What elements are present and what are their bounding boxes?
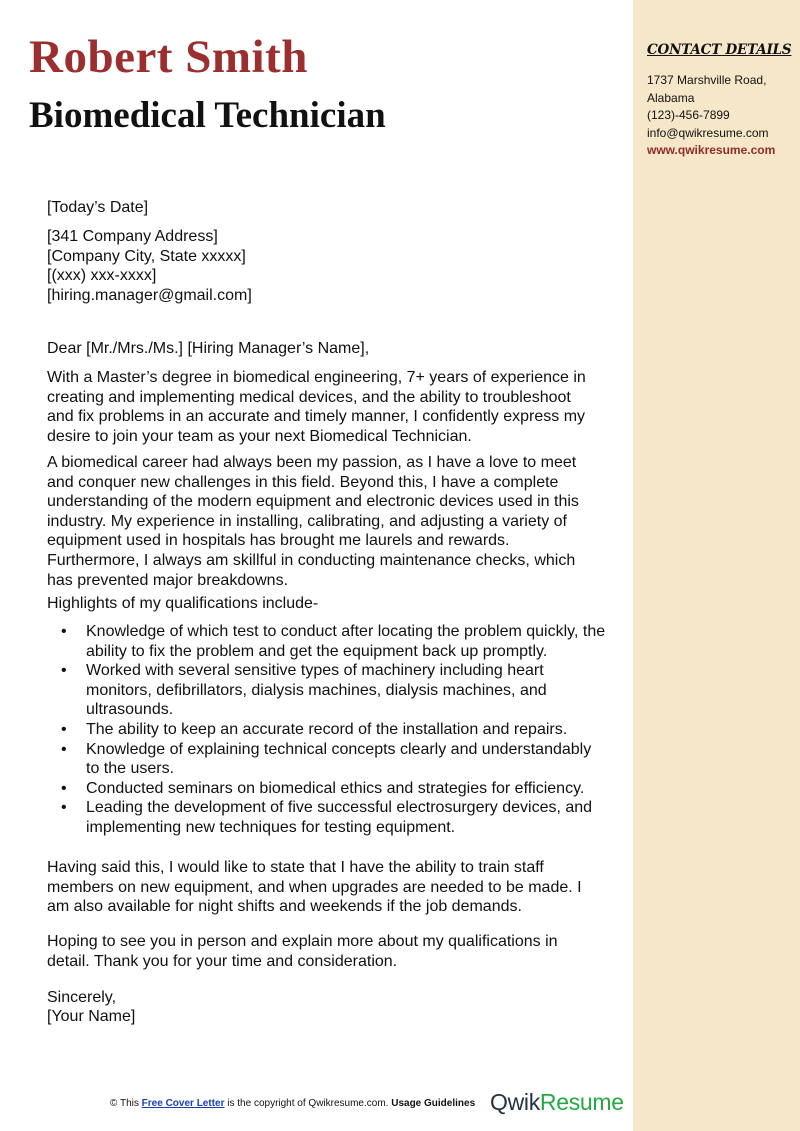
qwikresume-logo: QwikResume [490, 1089, 624, 1115]
recipient-line: [Company City, State xxxxx] [47, 247, 246, 265]
paragraph-passion: A biomedical career had always been my passion, as I have a love to meet and conquer new challenges in this field. Beyond this, I have a complete understanding of the modern equipment and electronic devices used in this industry. My experience in installing, calibrating, and adjusting a variety of equipment used in hospitals has brought me laurels and rewards. Furthermore, I always am skillful in conducting maintenance checks, which has prevented major breakdowns. [47, 454, 579, 589]
paragraph-closing: Hoping to see you in person and explain more about my qualifications in detail. Thank you for your time and consideration. [47, 933, 558, 970]
list-item: • Knowledge of explaining technical concepts clearly and understandably to the users. [86, 740, 606, 779]
recipient-block [47, 227, 597, 305]
highlights-list [47, 622, 606, 838]
recipient-line: [(xxx) xxx-xxxx] [47, 267, 157, 285]
paragraph-intro: With a Master’s degree in biomedical engineering, 7+ years of experience in creating and implementing medical devices, and the ability to troubleshoot and fix problems in an accurate and timely manner, I confidently express my desire to join your team as your next Biomedical Technician. [47, 369, 586, 445]
contact-address-line2: Alabama [647, 90, 695, 105]
usage-guidelines-link[interactable]: Usage Guidelines [391, 1098, 476, 1109]
paragraph-training: Having said this, I would like to state that I have the ability to train staff members on new equipment, and when upgrades are needed to be made. I am also available for night shifts and weekends if the job demands. [47, 859, 582, 916]
contact-email[interactable]: info@qwikresume.com [647, 125, 769, 140]
list-item: • Knowledge of which test to conduct after locating the problem quickly, the ability to fix the problem and get the equipment back up promptly. [86, 622, 606, 661]
recipient-line: [hiring.manager@gmail.com] [47, 286, 252, 304]
job-title: Biomedical Technician [29, 95, 386, 136]
salutation: Dear [Mr./Mrs./Ms.] [Hiring Manager’s Name], [47, 340, 370, 357]
contact-website[interactable]: www.qwikresume.com [647, 143, 776, 157]
closing: Sincerely, [47, 989, 117, 1006]
contact-phone: (123)-456-7899 [647, 108, 730, 122]
contact-address-line1: 1737 Marshville Road, [647, 73, 767, 87]
signature: [Your Name] [47, 1008, 136, 1025]
contact-heading: CONTACT DETAILS [647, 42, 792, 58]
highlights-intro: Highlights of my qualifications include- [47, 595, 319, 612]
contact-sidebar [633, 0, 800, 1131]
copyright-icon: © [110, 1098, 118, 1109]
letter-date: [Today’s Date] [47, 199, 149, 216]
applicant-name: Robert Smith [29, 31, 308, 83]
recipient-line: [341 Company Address] [47, 228, 218, 245]
list-item: • The ability to keep an accurate record of the installation and repairs. [86, 720, 606, 740]
free-cover-letter-link[interactable]: Free Cover Letter [141, 1098, 225, 1109]
list-item: • Conducted seminars on biomedical ethics and strategies for efficiency. [86, 779, 606, 799]
copyright-footer: © This Free Cover Letter is the copyright of Qwikresume.com. Usage Guidelines [110, 1098, 476, 1109]
list-item: • Leading the development of five successful electrosurgery devices, and implementing new techniques for testing equipment. [86, 798, 606, 837]
list-item: • Worked with several sensitive types of machinery including heart monitors, defibrillators, dialysis machines, dialysis machines, and ultrasounds. [86, 661, 606, 720]
